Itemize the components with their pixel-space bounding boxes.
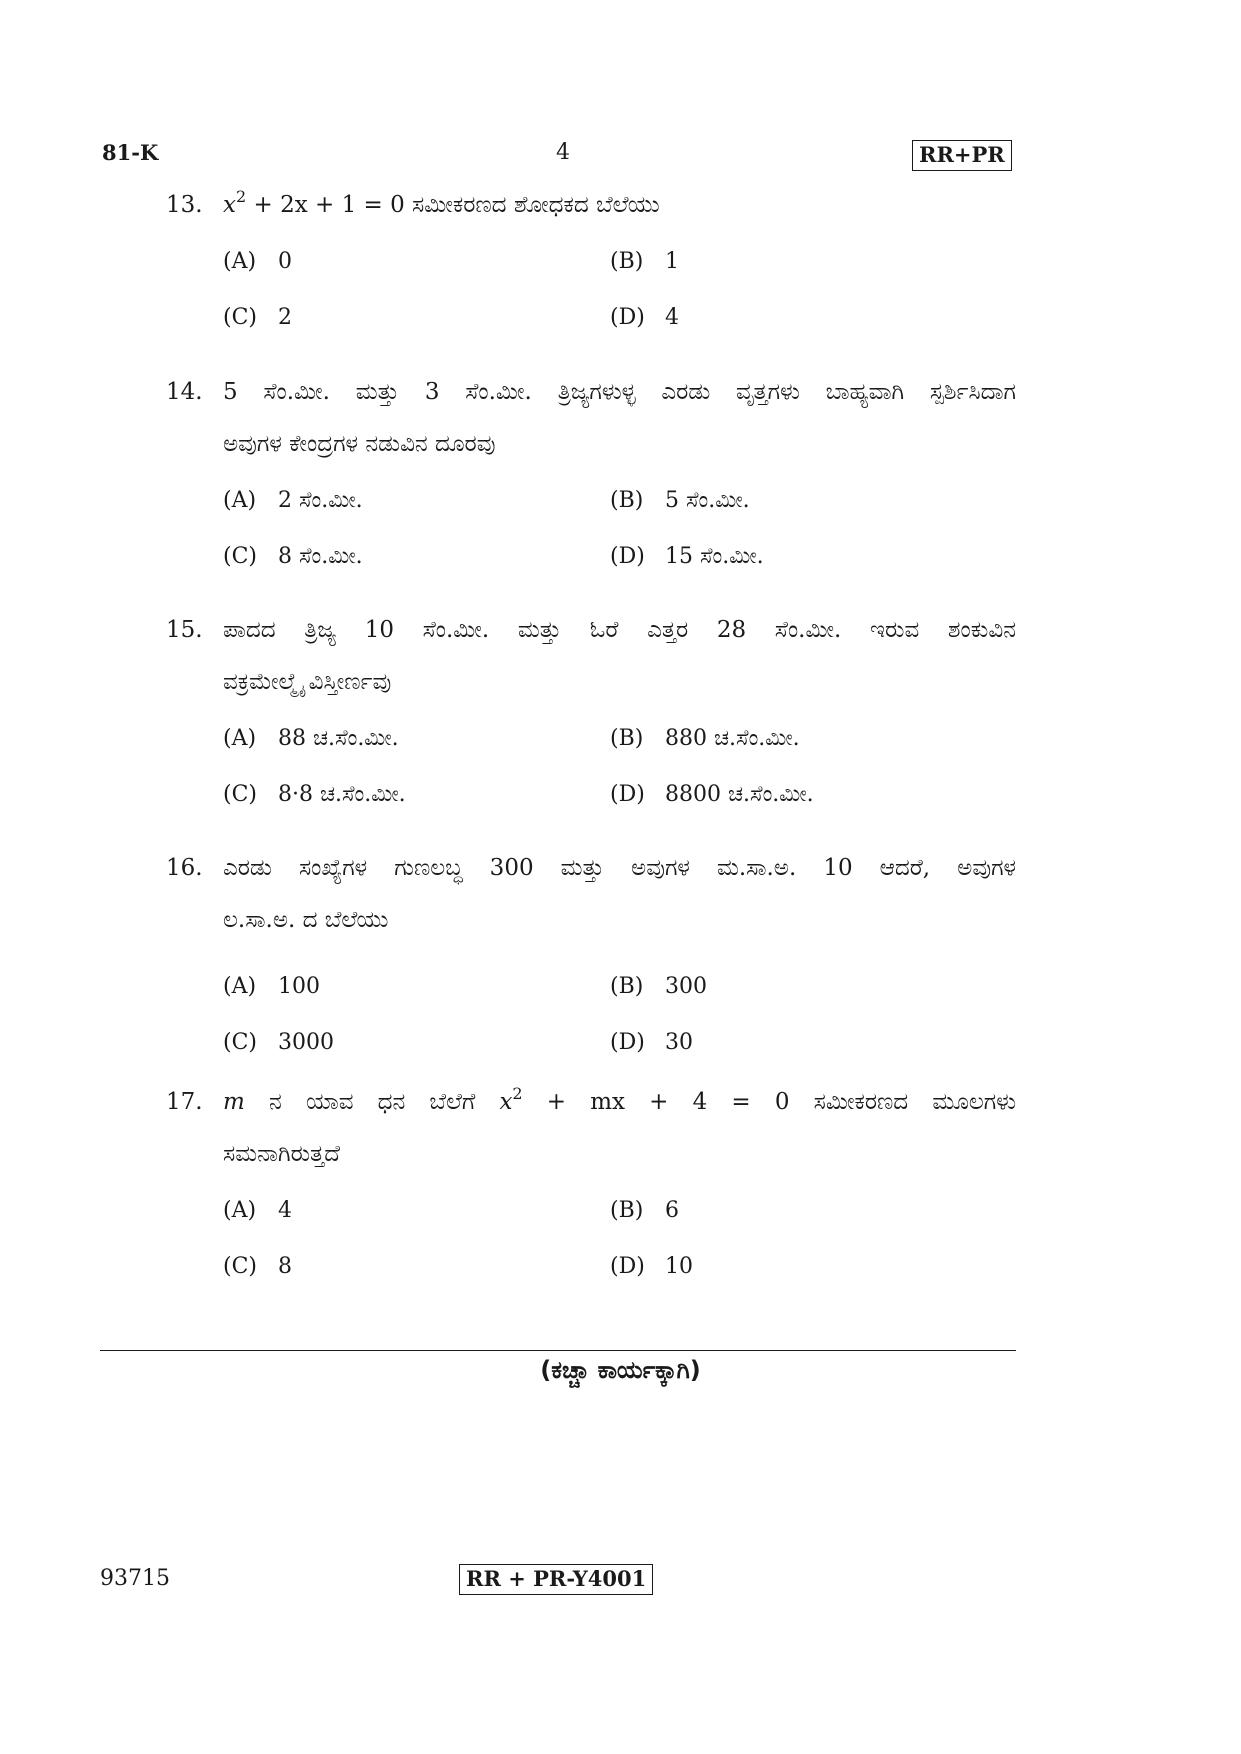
option-value: 0 — [278, 249, 292, 274]
option-letter: (D) — [610, 544, 645, 569]
option-a[interactable] — [223, 249, 292, 274]
option-letter: (A) — [223, 249, 257, 274]
option-b[interactable] — [610, 974, 707, 999]
option-value: 880 ಚ.ಸೆಂ.ಮೀ. — [665, 726, 800, 751]
option-letter: (B) — [610, 488, 644, 513]
section-divider — [100, 1350, 1016, 1351]
math-exponent: 2 — [235, 187, 247, 206]
option-value: 30 — [665, 1030, 693, 1055]
option-c[interactable] — [223, 544, 363, 569]
question-text: ಎರಡು ಸಂಖ್ಯೆಗಳ ಗುಣಲಬ್ಧ 300 ಮತ್ತು ಅವುಗಳ ಮ.ಸಾ.ಅ. 10 ಆದರೆ, ಅವುಗಳ — [223, 855, 1016, 881]
question-number: 13. — [166, 192, 203, 218]
math-exponent: 2 — [512, 1084, 523, 1103]
option-letter: (B) — [610, 249, 644, 274]
option-value: 8·8 ಚ.ಸೆಂ.ಮೀ. — [278, 782, 406, 807]
footer-box-label: RR + PR-Y4001 — [459, 1564, 653, 1595]
option-d[interactable] — [610, 1254, 693, 1279]
option-d[interactable] — [610, 544, 764, 569]
math-variable: x — [499, 1089, 513, 1115]
option-value: 100 — [278, 974, 320, 999]
option-value: 88 ಚ.ಸೆಂ.ಮೀ. — [278, 726, 399, 751]
option-letter: (B) — [610, 1198, 644, 1223]
option-value: 10 — [665, 1254, 693, 1279]
question-text: 5 ಸೆಂ.ಮೀ. ಮತ್ತು 3 ಸೆಂ.ಮೀ. ತ್ರಿಜ್ಯಗಳುಳ್ಳ ಎರಡು ವೃತ್ತಗಳು ಬಾಹ್ಯವಾಗಿ ಸ್ಪರ್ಶಿಸಿದಾಗ — [223, 379, 1016, 405]
option-value: 5 ಸೆಂ.ಮೀ. — [665, 488, 750, 513]
option-a[interactable] — [223, 488, 363, 513]
question-14 — [166, 374, 1016, 606]
page-number: 4 — [556, 140, 570, 165]
option-letter: (D) — [610, 782, 645, 807]
option-letter: (B) — [610, 974, 644, 999]
option-letter: (C) — [223, 782, 257, 807]
option-letter: (C) — [223, 1030, 257, 1055]
option-value: 3000 — [278, 1030, 334, 1055]
options-row — [166, 305, 1016, 367]
option-value: 8 — [278, 1254, 292, 1279]
option-letter: (D) — [610, 305, 645, 330]
question-17 — [166, 1084, 1016, 1316]
option-c[interactable] — [223, 1254, 292, 1279]
question-text: ಲ.ಸಾ.ಅ. ದ ಬೆಲೆಯು — [223, 907, 389, 933]
question-16 — [166, 850, 1016, 1092]
question-number: 15. — [166, 617, 203, 643]
option-letter: (A) — [223, 726, 257, 751]
question-text-part: ನ ಯಾವ ಧನ ಬೆಲೆಗೆ — [268, 1089, 476, 1115]
option-value: 4 — [278, 1198, 292, 1223]
question-text-part: + mx + 4 = 0 ಸಮೀಕರಣದ ಮೂಲಗಳು — [546, 1089, 1017, 1115]
option-letter: (C) — [223, 544, 257, 569]
options-row — [166, 488, 1016, 550]
question-number: 17. — [166, 1089, 203, 1115]
options-row — [166, 974, 1016, 1036]
options-row — [166, 1254, 1016, 1316]
math-variable: x — [223, 192, 236, 218]
question-text: ವಕ್ರಮೇಲ್ಮೈ ವಿಸ್ತೀರ್ಣವು — [223, 669, 392, 695]
math-variable: m — [223, 1089, 245, 1115]
option-letter: (D) — [610, 1254, 645, 1279]
header-box-label: RR+PR — [912, 140, 1012, 171]
options-row — [166, 544, 1016, 606]
option-letter: (C) — [223, 305, 257, 330]
option-value: 300 — [665, 974, 707, 999]
option-a[interactable] — [223, 974, 320, 999]
option-value: 15 ಸೆಂ.ಮೀ. — [665, 544, 764, 569]
question-text — [223, 1084, 1016, 1120]
question-text: ಪಾದದ ತ್ರಿಜ್ಯ 10 ಸೆಂ.ಮೀ. ಮತ್ತು ಓರೆ ಎತ್ತರ 28 ಸೆಂ.ಮೀ. ಇರುವ ಶಂಕುವಿನ — [223, 617, 1016, 643]
option-c[interactable] — [223, 782, 406, 807]
option-b[interactable] — [610, 1198, 679, 1223]
option-d[interactable] — [610, 782, 814, 807]
option-value: 4 — [665, 305, 679, 330]
option-value: 2 — [278, 305, 292, 330]
option-c[interactable] — [223, 305, 292, 330]
options-row — [166, 249, 1016, 311]
option-b[interactable] — [610, 726, 800, 751]
option-letter: (B) — [610, 726, 644, 751]
option-value: 1 — [665, 249, 679, 274]
option-c[interactable] — [223, 1030, 334, 1055]
option-letter: (A) — [223, 488, 257, 513]
question-text: ಸಮನಾಗಿರುತ್ತದೆ — [223, 1141, 340, 1167]
question-text — [223, 187, 1016, 223]
option-b[interactable] — [610, 249, 679, 274]
options-row — [166, 782, 1016, 844]
header-code: 81-K — [102, 140, 159, 165]
option-value: 2 ಸೆಂ.ಮೀ. — [278, 488, 363, 513]
footer-code: 93715 — [100, 1566, 170, 1591]
option-letter: (A) — [223, 1198, 257, 1223]
option-a[interactable] — [223, 1198, 292, 1223]
option-value: 6 — [665, 1198, 679, 1223]
option-b[interactable] — [610, 488, 750, 513]
question-13 — [166, 187, 1016, 367]
option-d[interactable] — [610, 305, 679, 330]
question-text-rest: + 2x + 1 = 0 ಸಮೀಕರಣದ ಶೋಧಕದ ಬೆಲೆಯು — [253, 192, 660, 218]
options-row — [166, 1198, 1016, 1260]
option-d[interactable] — [610, 1030, 693, 1055]
options-row — [166, 726, 1016, 788]
option-letter: (C) — [223, 1254, 257, 1279]
option-value: 8800 ಚ.ಸೆಂ.ಮೀ. — [665, 782, 814, 807]
option-a[interactable] — [223, 726, 399, 751]
option-letter: (A) — [223, 974, 257, 999]
question-number: 16. — [166, 855, 203, 881]
option-letter: (D) — [610, 1030, 645, 1055]
options-row — [166, 1030, 1016, 1092]
rough-work-label: (ಕಚ್ಚಾ ಕಾರ್ಯಕ್ಕಾಗಿ) — [540, 1356, 701, 1384]
question-15 — [166, 612, 1016, 844]
option-value: 8 ಸೆಂ.ಮೀ. — [278, 544, 363, 569]
question-text: ಅವುಗಳ ಕೇಂದ್ರಗಳ ನಡುವಿನ ದೂರವು — [223, 431, 496, 457]
question-number: 14. — [166, 379, 203, 405]
